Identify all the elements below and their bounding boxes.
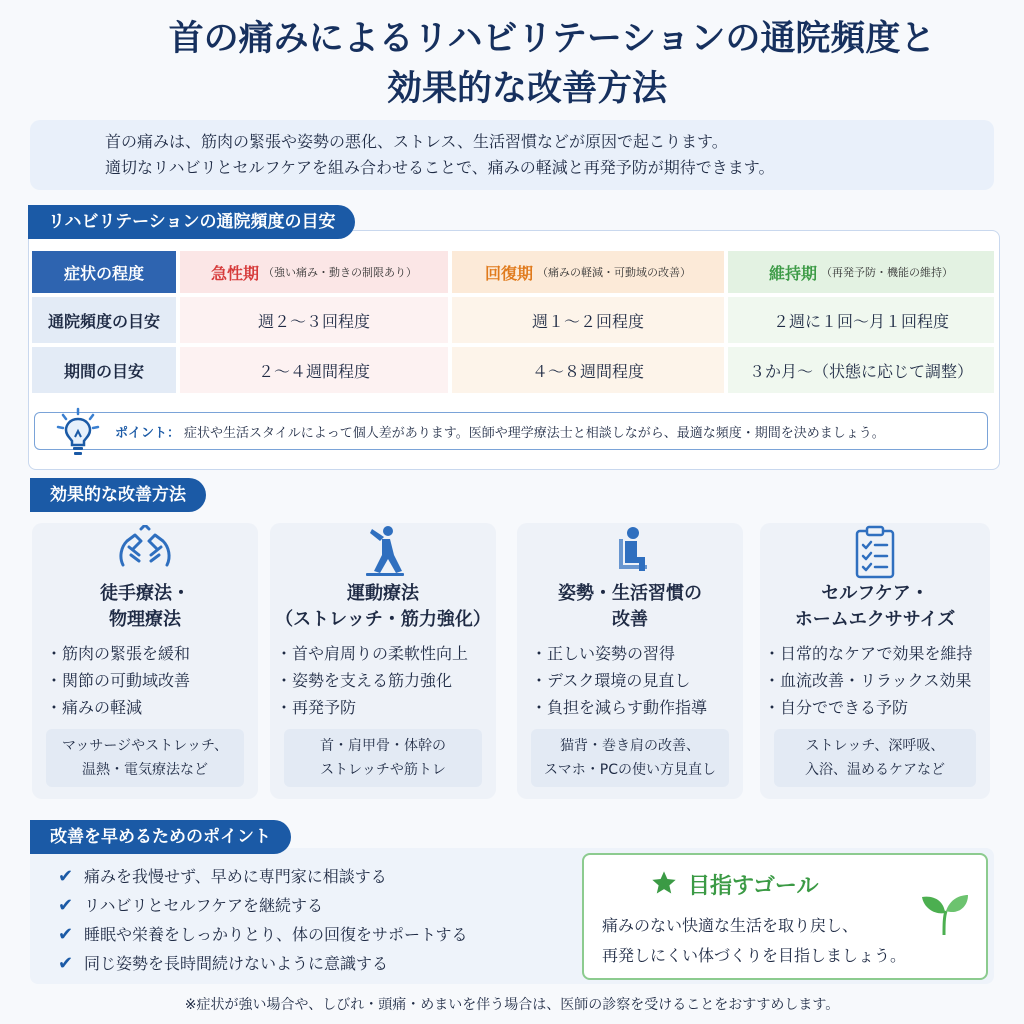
list-item: ・姿勢を支える筋力強化 [276, 671, 453, 690]
phase-header-recovery [452, 251, 724, 293]
lightbulb-icon [53, 407, 103, 461]
maintenance-frequency-cell: ２週に１回〜月１回程度 [728, 297, 994, 343]
card-list [46, 640, 190, 721]
frequency-section-heading: リハビリテーションの通院頻度の目安 [28, 205, 355, 239]
acute-period-cell: ２〜４週間程度 [180, 347, 448, 393]
list-item: ・日常的なケアで効果を維持 [764, 644, 973, 663]
list-item: ・正しい姿勢の習得 [531, 644, 676, 663]
tips-list [58, 862, 468, 978]
method-card-posture-lifestyle [517, 523, 743, 799]
check-icon: ✔ [58, 866, 74, 887]
card-note [284, 729, 482, 787]
methods-section-heading: 効果的な改善方法 [30, 478, 206, 512]
card-title [760, 581, 990, 633]
hands-massage-icon [115, 525, 175, 579]
card-note [531, 729, 729, 787]
card-title-line1: 運動療法 [347, 583, 419, 604]
method-card-self-care [760, 523, 990, 799]
list-item: ・負担を減らす動作指導 [531, 698, 708, 717]
tip-text: 痛みを我慢せず、早めに専門家に相談する [84, 867, 387, 886]
phase-name: 急性期 [210, 263, 259, 283]
point-label: ポイント： [115, 425, 181, 441]
phase-desc: （痛みの軽減・可動域の改善） [537, 266, 691, 279]
recovery-frequency-cell: 週１〜２回程度 [452, 297, 724, 343]
card-title-line2: 改善 [612, 609, 648, 630]
recovery-period-cell: ４〜８週間程度 [452, 347, 724, 393]
card-title-line2: ホームエクササイズ [794, 609, 956, 630]
goal-line2: 再発しにくい体づくりを目指しましょう。 [602, 946, 907, 965]
list-item: ・首や肩周りの柔軟性向上 [276, 644, 469, 663]
card-note-line1: ストレッチ、深呼吸、 [805, 738, 945, 754]
phase-desc: （再発予防・機能の維持） [821, 266, 953, 279]
card-title-line1: 徒手療法・ [100, 583, 190, 604]
list-item: ・自分でできる予防 [764, 698, 909, 717]
tip-item [58, 862, 468, 891]
method-card-manual-therapy [32, 523, 258, 799]
goal-title: 目指すゴール [688, 874, 819, 899]
intro-box [30, 120, 994, 190]
row-label-period: 期間の目安 [32, 347, 176, 393]
clipboard-checklist-icon [853, 525, 897, 583]
check-icon: ✔ [58, 924, 74, 945]
card-note-line2: ストレッチや筋トレ [320, 762, 446, 778]
star-icon [650, 869, 678, 901]
method-card-exercise-therapy [270, 523, 496, 799]
card-note-line1: 猫背・巻き肩の改善、 [560, 738, 700, 754]
tip-text: 睡眠や栄養をしっかりとり、体の回復をサポートする [84, 925, 468, 944]
card-title [517, 581, 743, 633]
list-item: ・関節の可動域改善 [46, 671, 191, 690]
list-item: ・デスク環境の見直し [531, 671, 691, 690]
check-icon: ✔ [58, 895, 74, 916]
row-label-frequency: 通院頻度の目安 [32, 297, 176, 343]
card-note-line2: 温熱・電気療法など [82, 762, 208, 778]
list-item: ・血流改善・リラックス効果 [764, 671, 972, 690]
acute-frequency-cell: 週２〜３回程度 [180, 297, 448, 343]
page-title-line1: 首の痛みによるリハビリテーションの通院頻度と [168, 19, 936, 59]
point-box [34, 412, 988, 450]
page-title [0, 14, 1024, 114]
card-note-line2: 入浴、温めるケアなど [805, 762, 945, 778]
stretching-person-icon [358, 525, 408, 581]
maintenance-period-cell: ３か月〜（状態に応じて調整） [728, 347, 994, 393]
tip-text: 同じ姿勢を長時間続けないように意識する [84, 954, 389, 973]
phase-header-acute [180, 251, 448, 293]
card-title [32, 581, 258, 633]
tip-item [58, 891, 468, 920]
intro-line1: 首の痛みは、筋肉の緊張や姿勢の悪化、ストレス、生活習慣などが原因で起こります。 [105, 132, 728, 151]
card-note [46, 729, 244, 787]
card-list [531, 640, 707, 721]
card-title [270, 581, 496, 633]
card-list [276, 640, 468, 721]
row-header-cell: 症状の程度 [32, 251, 176, 293]
card-list [764, 640, 972, 721]
leaf-sprout-icon [918, 891, 970, 941]
seated-posture-icon [605, 525, 655, 579]
phase-desc: （強い痛み・動きの制限あり） [263, 266, 417, 279]
goal-text [602, 911, 906, 971]
tips-section-heading: 改善を早めるためのポイント [30, 820, 291, 854]
card-title-line2: （ストレッチ・筋力強化） [275, 609, 491, 630]
phase-name: 回復期 [484, 263, 533, 283]
goal-box [582, 853, 988, 980]
card-note-line1: マッサージやストレッチ、 [61, 738, 229, 754]
footnote: ※症状が強い場合や、しびれ・頭痛・めまいを伴う場合は、医師の診察を受けることをおすすめします。 [184, 997, 840, 1013]
card-note [774, 729, 976, 787]
intro-line2: 適切なリハビリとセルフケアを組み合わせることで、痛みの軽減と再発予防が期待できます。 [105, 158, 775, 177]
list-item: ・筋肉の緊張を緩和 [46, 644, 191, 663]
goal-line1: 痛みのない快適な生活を取り戻し、 [602, 916, 859, 935]
tip-text: リハビリとセルフケアを継続する [84, 896, 324, 915]
card-note-line1: 首・肩甲骨・体幹の [320, 738, 446, 754]
point-text: 症状や生活スタイルによって個人差があります。医師や理学療法士と相談しながら、最適な頻度・期間を決めましょう。 [184, 425, 885, 441]
card-title-line2: 物理療法 [109, 609, 181, 630]
page-title-line2: 効果的な改善方法 [386, 69, 667, 109]
list-item: ・再発予防 [276, 698, 357, 717]
phase-name: 維持期 [768, 263, 817, 283]
list-item: ・痛みの軽減 [46, 698, 143, 717]
tip-item [58, 920, 468, 949]
check-icon: ✔ [58, 953, 74, 974]
card-title-line1: セルフケア・ [821, 583, 929, 604]
card-title-line1: 姿勢・生活習慣の [558, 583, 702, 604]
tip-item [58, 949, 468, 978]
phase-header-maintenance [728, 251, 994, 293]
card-note-line2: スマホ・PCの使い方見直し [544, 762, 716, 778]
